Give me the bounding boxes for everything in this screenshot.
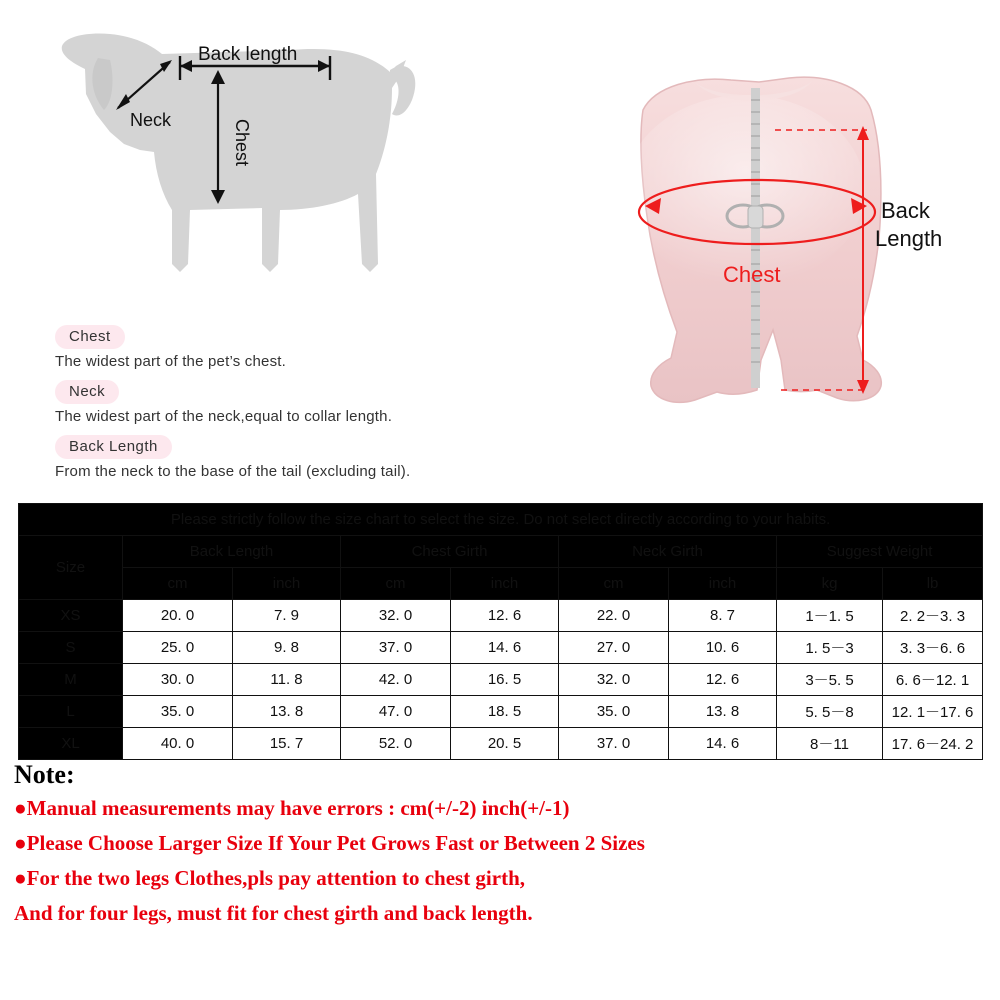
definition-term-back-length: Back Length bbox=[55, 435, 172, 459]
definition-item bbox=[55, 435, 525, 480]
note-line: ●For the two legs Clothes,pls pay attention to chest girth, bbox=[14, 866, 526, 891]
unit-cell: kg bbox=[777, 568, 883, 600]
cell: 42. 0 bbox=[341, 664, 451, 696]
cell: 30. 0 bbox=[123, 664, 233, 696]
cell: 47. 0 bbox=[341, 696, 451, 728]
notes-section bbox=[14, 760, 989, 937]
definition-item bbox=[55, 325, 525, 370]
header-chest-girth: Chest Girth bbox=[341, 536, 559, 568]
row-size-label: XL bbox=[19, 728, 123, 760]
size-table bbox=[18, 503, 983, 760]
unit-cell: inch bbox=[669, 568, 777, 600]
dog-back-length-label: Back length bbox=[198, 44, 298, 65]
cell: 13. 8 bbox=[669, 696, 777, 728]
size-table-wrapper bbox=[18, 503, 982, 760]
cell: 3. 3－6. 6 bbox=[883, 632, 983, 664]
definition-term-chest: Chest bbox=[55, 325, 125, 349]
cell: 1－1. 5 bbox=[777, 600, 883, 632]
cell: 1. 5－3 bbox=[777, 632, 883, 664]
coat-back-length-label-line1: Back bbox=[881, 198, 930, 223]
header-size: Size bbox=[19, 536, 123, 600]
cell: 9. 8 bbox=[233, 632, 341, 664]
cell: 14. 6 bbox=[669, 728, 777, 760]
cell: 18. 5 bbox=[451, 696, 559, 728]
cell: 17. 6－24. 2 bbox=[883, 728, 983, 760]
header-suggest-weight: Suggest Weight bbox=[777, 536, 983, 568]
cell: 15. 7 bbox=[233, 728, 341, 760]
cell: 14. 6 bbox=[451, 632, 559, 664]
cell: 12. 6 bbox=[669, 664, 777, 696]
cell: 52. 0 bbox=[341, 728, 451, 760]
row-size-label: M bbox=[19, 664, 123, 696]
cell: 6. 6－12. 1 bbox=[883, 664, 983, 696]
dog-neck-label: Neck bbox=[130, 110, 172, 130]
cell: 22. 0 bbox=[559, 600, 669, 632]
definitions-list bbox=[55, 325, 525, 490]
cell: 27. 0 bbox=[559, 632, 669, 664]
cell: 13. 8 bbox=[233, 696, 341, 728]
unit-cell: cm bbox=[559, 568, 669, 600]
table-row bbox=[19, 696, 983, 728]
table-header-groups bbox=[19, 536, 983, 568]
cell: 3－5. 5 bbox=[777, 664, 883, 696]
note-line: And for four legs, must fit for chest girth and back length. bbox=[14, 901, 533, 926]
cell: 8－11 bbox=[777, 728, 883, 760]
cell: 37. 0 bbox=[341, 632, 451, 664]
cell: 40. 0 bbox=[123, 728, 233, 760]
table-row bbox=[19, 600, 983, 632]
cell: 2. 2－3. 3 bbox=[883, 600, 983, 632]
cell: 32. 0 bbox=[341, 600, 451, 632]
cell: 25. 0 bbox=[123, 632, 233, 664]
dog-chest-label: Chest bbox=[232, 119, 252, 167]
dog-measurement-diagram bbox=[40, 14, 520, 314]
definition-item bbox=[55, 380, 525, 425]
coat-measurement-diagram bbox=[545, 60, 985, 460]
row-size-label: XS bbox=[19, 600, 123, 632]
cell: 32. 0 bbox=[559, 664, 669, 696]
illustration-area bbox=[0, 0, 1000, 490]
cell: 35. 0 bbox=[123, 696, 233, 728]
unit-cell: lb bbox=[883, 568, 983, 600]
unit-cell: cm bbox=[123, 568, 233, 600]
cell: 12. 1－17. 6 bbox=[883, 696, 983, 728]
definition-desc-neck: The widest part of the neck,equal to collar length. bbox=[55, 408, 393, 425]
cell: 11. 8 bbox=[233, 664, 341, 696]
definition-desc-back-length: From the neck to the base of the tail (excluding tail). bbox=[55, 463, 411, 480]
table-row bbox=[19, 632, 983, 664]
cell: 7. 9 bbox=[233, 600, 341, 632]
definition-desc-chest: The widest part of the pet’s chest. bbox=[55, 353, 287, 370]
cell: 37. 0 bbox=[559, 728, 669, 760]
definition-term-neck: Neck bbox=[55, 380, 119, 404]
row-size-label: S bbox=[19, 632, 123, 664]
cell: 20. 0 bbox=[123, 600, 233, 632]
table-header-units bbox=[19, 568, 983, 600]
note-line: ●Manual measurements may have errors : cm(+/-2) inch(+/-1) bbox=[14, 796, 570, 820]
coat-chest-label: Chest bbox=[723, 262, 781, 287]
cell: 35. 0 bbox=[559, 696, 669, 728]
header-neck-girth: Neck Girth bbox=[559, 536, 777, 568]
table-notice: Please strictly follow the size chart to select the size. Do not select directly according to your habits. bbox=[19, 504, 983, 536]
cell: 5. 5－8 bbox=[777, 696, 883, 728]
row-size-label: L bbox=[19, 696, 123, 728]
coat-back-length-label-line2: Length bbox=[875, 226, 943, 251]
unit-cell: inch bbox=[233, 568, 341, 600]
cell: 20. 5 bbox=[451, 728, 559, 760]
table-row bbox=[19, 728, 983, 760]
cell: 12. 6 bbox=[451, 600, 559, 632]
note-line: ●Please Choose Larger Size If Your Pet Grows Fast or Between 2 Sizes bbox=[14, 831, 645, 856]
table-row bbox=[19, 664, 983, 696]
cell: 16. 5 bbox=[451, 664, 559, 696]
unit-cell: inch bbox=[451, 568, 559, 600]
cell: 10. 6 bbox=[669, 632, 777, 664]
header-back-length: Back Length bbox=[123, 536, 341, 568]
table-notice-row bbox=[19, 504, 983, 536]
notes-title: Note: bbox=[14, 760, 75, 789]
unit-cell: cm bbox=[341, 568, 451, 600]
cell: 8. 7 bbox=[669, 600, 777, 632]
